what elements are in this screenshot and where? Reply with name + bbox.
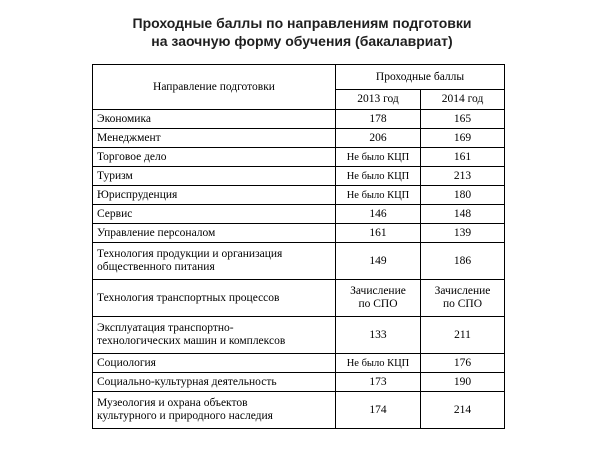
score-2014-cell-line: 161 [453, 150, 472, 163]
table-row [93, 224, 505, 243]
score-2013-cell [336, 392, 421, 429]
score-2013-cell [336, 354, 421, 373]
score-2013-cell [336, 317, 421, 354]
score-2014-cell-line: 176 [453, 356, 472, 369]
direction-cell-line: Социология [97, 356, 156, 369]
score-2013-cell-line: 161 [369, 226, 387, 239]
table-row [93, 280, 505, 317]
score-2014-cell [421, 129, 505, 148]
score-2014-cell [421, 373, 505, 392]
direction-cell-line: Социально-культурная деятельность [97, 375, 277, 388]
table-row [93, 392, 505, 429]
score-2014-cell-line: 190 [453, 375, 472, 388]
score-2013-cell-line: 178 [369, 112, 387, 125]
title-line-2: на заочную форму обучения (бакалавриат) [151, 33, 453, 49]
score-2014-cell-line: 214 [453, 403, 472, 416]
score-2013-cell-line: 146 [369, 207, 387, 220]
score-2013-cell [336, 110, 421, 129]
direction-cell-line: Управление персоналом [97, 226, 216, 239]
score-2014-cell-line: 139 [453, 226, 472, 239]
score-2013-cell [336, 205, 421, 224]
score-2014-cell [421, 317, 505, 354]
direction-cell [93, 354, 336, 373]
direction-cell [93, 167, 336, 186]
direction-cell-line: Юриспруденция [97, 188, 178, 201]
score-2014-cell-line: 211 [454, 328, 471, 341]
table-row [93, 129, 505, 148]
direction-cell-line: технологических машин и комплексов [97, 335, 286, 347]
direction-cell [93, 373, 336, 392]
score-2014-cell [421, 354, 505, 373]
score-2013-cell-line: 149 [369, 254, 387, 267]
score-2014-cell [421, 186, 505, 205]
direction-cell-line: культурного и природного наследия [97, 410, 273, 422]
direction-cell [93, 186, 336, 205]
direction-cell [93, 205, 336, 224]
score-2013-cell-line: Не было КЦП [346, 151, 410, 163]
direction-cell [93, 224, 336, 243]
score-2013-cell [336, 186, 421, 205]
score-2014-cell [421, 110, 505, 129]
table-body [93, 110, 505, 429]
direction-cell [93, 148, 336, 167]
direction-cell-line: Менеджмент [97, 131, 161, 144]
score-2014-cell-line: по СПО [442, 298, 483, 310]
table-row [93, 186, 505, 205]
direction-cell-line: Сервис [97, 207, 133, 220]
score-2013-cell [336, 129, 421, 148]
score-2014-cell [421, 280, 505, 317]
score-2013-cell-line: Не было КЦП [346, 170, 410, 182]
direction-cell [93, 110, 336, 129]
score-2013-cell [336, 243, 421, 280]
score-2014-cell [421, 243, 505, 280]
direction-cell-line: Музеология и охрана объектов [97, 397, 248, 409]
direction-cell [93, 243, 336, 280]
passing-scores-table [92, 64, 505, 429]
score-2014-cell-line: 169 [453, 131, 472, 144]
direction-cell [93, 317, 336, 354]
score-2014-cell-line: 186 [453, 254, 472, 267]
score-2013-cell-line: Не было КЦП [346, 189, 410, 201]
direction-cell-line: Туризм [97, 169, 133, 182]
score-2013-cell [336, 373, 421, 392]
score-2014-cell [421, 205, 505, 224]
table-row [93, 317, 505, 354]
score-2013-cell-line: 173 [369, 375, 387, 388]
score-2013-cell-line: 174 [369, 403, 387, 416]
direction-cell [93, 392, 336, 429]
score-2014-cell-line: 180 [453, 188, 472, 201]
page-title [0, 14, 604, 50]
table-row [93, 243, 505, 280]
score-2013-cell [336, 280, 421, 317]
header-year-2014: 2014 год [421, 90, 505, 110]
score-2013-cell-line: 133 [369, 328, 387, 341]
score-2013-cell-line: 206 [369, 131, 387, 144]
score-2013-cell-line: по СПО [358, 298, 398, 310]
score-2014-cell-line: 165 [453, 112, 472, 125]
score-2014-cell [421, 224, 505, 243]
direction-cell-line: общественного питания [97, 261, 215, 273]
table-row [93, 373, 505, 392]
header-year-2013: 2013 год [336, 90, 421, 110]
table-row [93, 110, 505, 129]
score-2013-cell-line: Зачисление [350, 285, 406, 297]
score-2014-cell-line: Зачисление [434, 285, 491, 297]
direction-cell-line: Технология транспортных процессов [97, 291, 280, 304]
table-row [93, 148, 505, 167]
score-2014-cell [421, 167, 505, 186]
score-2013-cell [336, 224, 421, 243]
score-2014-cell [421, 392, 505, 429]
score-2013-cell-line: Не было КЦП [346, 357, 410, 369]
header-scores: Проходные баллы [336, 65, 505, 90]
direction-cell-line: Экономика [97, 112, 151, 125]
title-line-1: Проходные баллы по направлениям подготовки [132, 15, 472, 31]
score-2014-cell [421, 148, 505, 167]
score-2014-cell-line: 148 [453, 207, 472, 220]
direction-cell [93, 280, 336, 317]
direction-cell-line: Эксплуатация транспортно- [97, 322, 234, 334]
direction-cell-line: Технология продукции и организация [97, 248, 283, 260]
score-2014-cell-line: 213 [453, 169, 472, 182]
direction-cell-line: Торговое дело [97, 150, 167, 163]
score-2013-cell [336, 167, 421, 186]
table-row [93, 205, 505, 224]
header-direction: Направление подготовки [93, 65, 336, 110]
direction-cell [93, 129, 336, 148]
table-row [93, 167, 505, 186]
table-row [93, 354, 505, 373]
score-2013-cell [336, 148, 421, 167]
